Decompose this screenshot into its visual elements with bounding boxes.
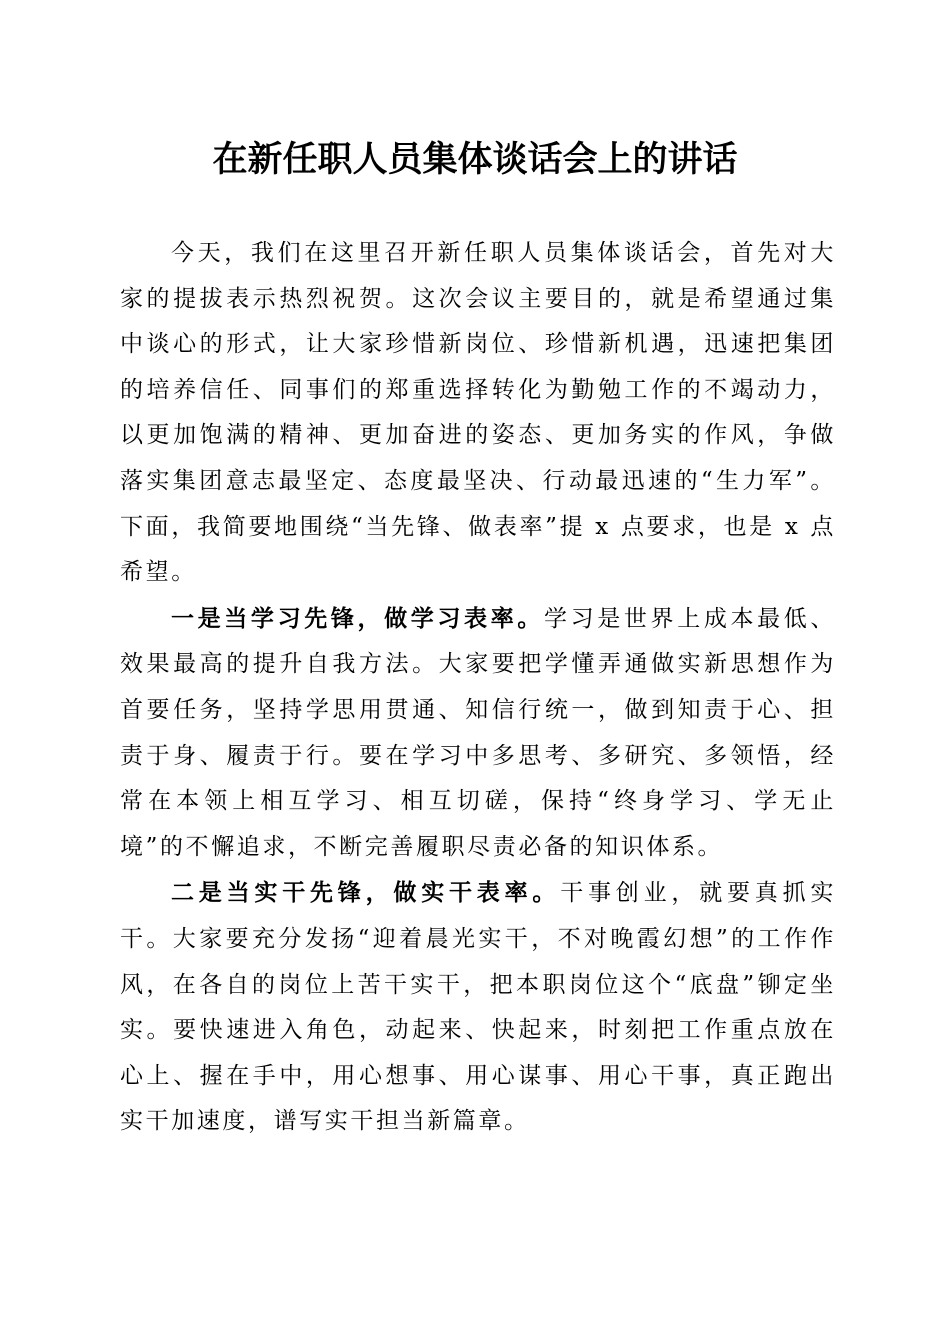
paragraph-point-2	[120, 870, 836, 1145]
paragraph-text: 学习是世界上成本最低、效果最高的提升自我方法。大家要把学懂弄通做实新思想作为首要任务，坚持学思用贯通、知信行统一，做到知责于心、担责于身、履责于行。要在学习中多思考、多研究、多领悟，经常在本领上相互学习、相互切磋，保持“终身学习、学无止境”的不懈追求，不断完善履职尽责必备的知识体系。	[120, 605, 836, 860]
paragraph-text: 干事创业，就要真抓实干。大家要充分发扬“迎着晨光实干，不对晚霞幻想”的工作作风，在各自的岗位上苦干实干，把本职岗位这个“底盘”铆定坐实。要快速进入角色，动起来、快起来，时刻把工作重点放在心上、握在手中，用心想事、用心谋事、用心干事，真正跑出实干加速度，谱写实干担当新篇章。	[120, 880, 837, 1135]
paragraph-point-1	[120, 596, 836, 871]
document-body	[120, 230, 836, 1145]
paragraph-lead: 一是当学习先锋，做学习表率。	[171, 604, 544, 632]
paragraph-intro	[120, 230, 836, 596]
paragraph-text: 今天，我们在这里召开新任职人员集体谈话会，首先对大家的提拔表示热烈祝贺。这次会议主要目的，就是希望通过集中谈心的形式，让大家珍惜新岗位、珍惜新机遇，迅速把集团的培养信任、同事们的郑重选择转化为勤勉工作的不竭动力，以更加饱满的精神、更加奋进的姿态、更加务实的作风，争做落实集团意志最坚定、态度最坚决、行动最迅速的“生力军”。下面，我简要地围绕“当先锋、做表率”提 x 点要求，也是 x 点希望。	[120, 240, 836, 586]
paragraph-lead: 二是当实干先锋，做实干表率。	[171, 879, 561, 907]
document-title: 在新任职人员集体谈话会上的讲话	[212, 139, 738, 180]
